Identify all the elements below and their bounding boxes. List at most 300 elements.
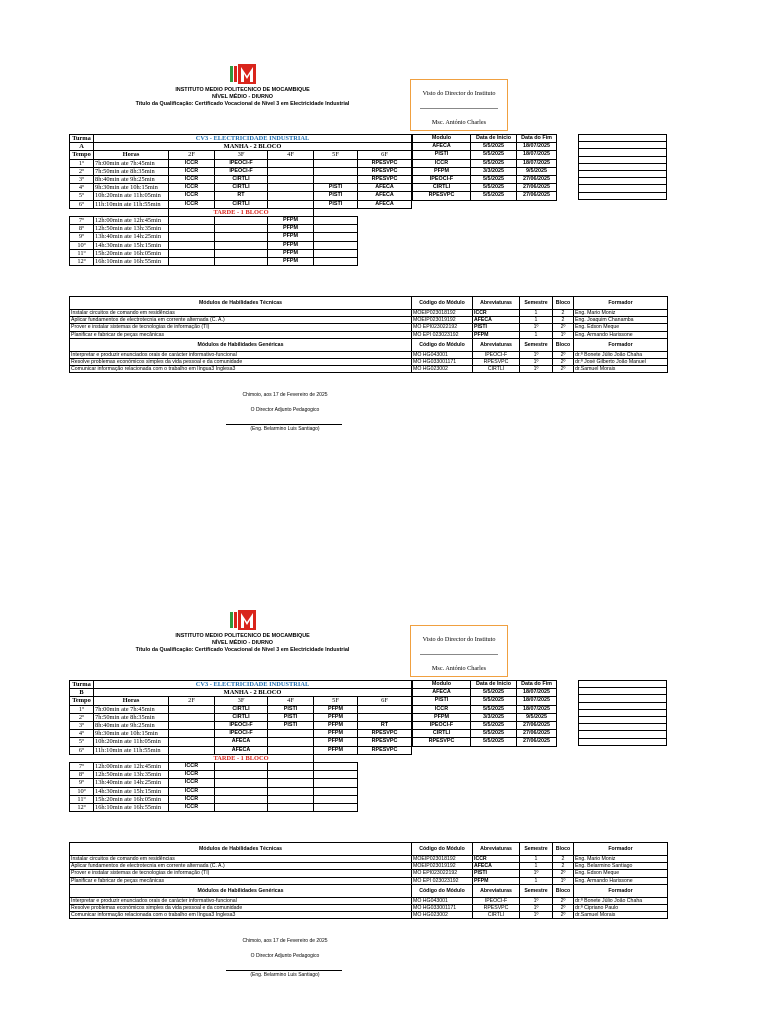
morning-row [70, 738, 412, 746]
morning-row [70, 713, 412, 721]
schedule-cell [169, 705, 215, 713]
module-abbr: AFECA [473, 317, 520, 324]
dates-module-cell: CIRTLI [413, 184, 471, 192]
tempo-cell: 6º [70, 746, 94, 754]
afternoon-row [70, 787, 412, 795]
table-row [413, 192, 557, 200]
course-title: CV3 - ELECTRICIDADE INDUSTRIAL [94, 681, 412, 689]
schedule-cell: CIRTLI [215, 176, 268, 184]
director-approval-title: Visto do Director do Instituto [422, 90, 496, 97]
schedule-cell: RT [358, 722, 412, 730]
footer-signer: (Eng. Belarmino Luis Santiago) [250, 972, 320, 978]
dates-module-cell: IPEOCI-F [413, 722, 471, 730]
director-approval-title: Visto do Director do Instituto [422, 636, 496, 643]
schedule-cell: ICCR [169, 200, 215, 208]
horas-header: Horas [94, 697, 169, 705]
empty-cell [579, 709, 667, 716]
bloco-header: Bloco [553, 884, 574, 897]
schedule-cell [358, 705, 412, 713]
table-row [413, 713, 557, 721]
schedule-cell: PFPM [314, 713, 358, 721]
schedule-cell: AFECA [358, 200, 412, 208]
dates-start-cell: 5/5/2025 [471, 738, 517, 746]
schedule-cell [169, 713, 215, 721]
tempo-cell: 9º [70, 779, 94, 787]
module-abbr: IPEOCI-F [473, 897, 520, 904]
module-formador: Eng. Armando Harissone [574, 331, 668, 338]
module-description: Prover e instalar sistemas de tecnologias de informação (TI) [70, 324, 412, 331]
footer-role: O Director Adjunto Pedagogico [250, 407, 320, 413]
module-semester: 1º [520, 905, 553, 912]
module-row [70, 863, 668, 870]
schedule-cell: AFECA [358, 184, 412, 192]
module-code: MO EPI 023023192 [412, 877, 473, 884]
empty-row [579, 738, 667, 745]
tempo-cell: 7º [70, 217, 94, 225]
module-abbr: CIRTLI [473, 912, 520, 919]
schedule-sheet-a [0, 0, 768, 470]
tempo-cell: 3º [70, 722, 94, 730]
module-formador: Eng. Armando Harissone [574, 877, 668, 884]
hour-cell: 9h:30min ate 10h:15min [94, 730, 169, 738]
schedule-cell [268, 167, 314, 175]
table-row [70, 143, 412, 151]
abbr-header: Abreviaturas [473, 297, 520, 310]
module-code: MOEIP023018192 [412, 856, 473, 863]
schedule-cell [169, 217, 215, 225]
schedule-cell [358, 713, 412, 721]
table-row [70, 754, 412, 762]
module-bloco: 2º [553, 912, 574, 919]
module-formador: dr.Samuel Morais [574, 366, 668, 373]
tempo-cell: 5º [70, 192, 94, 200]
module-bloco: 2 [553, 863, 574, 870]
spacer-cell [358, 763, 412, 771]
hour-cell: 16h:10min ate 16h:55min [94, 258, 169, 266]
schedule-cell: AFECA [215, 746, 268, 754]
semester-header: Semestre [520, 884, 553, 897]
dates-start-cell: 5/5/2025 [471, 697, 517, 705]
module-semester: 1 [520, 317, 553, 324]
module-row [70, 877, 668, 884]
footer-signature-line [226, 424, 342, 425]
tempo-cell: 1º [70, 159, 94, 167]
school-name: INSTITUTO MEDIO POLITECNICO DE MOCAMBIQUE [175, 87, 310, 93]
code-header: Código do Módulo [412, 884, 473, 897]
schedule-cell: CIRTLI [215, 184, 268, 192]
module-bloco: 2 [553, 310, 574, 317]
dates-module-cell: ICCR [413, 705, 471, 713]
schedule-cell [215, 787, 268, 795]
day-header: 5F [314, 151, 358, 159]
module-formador: Eng. Edson Meque [574, 870, 668, 877]
dates-module-cell: PFPM [413, 713, 471, 721]
module-formador: Eng. Belarmino Santiago [574, 863, 668, 870]
module-bloco: 2º [553, 366, 574, 373]
hour-cell: 13h:40min ate 14h:25min [94, 233, 169, 241]
module-semester: 1º [520, 870, 553, 877]
module-description: Resolve problemas económicos simples da vida pessoal e da comunidade [70, 359, 412, 366]
hour-cell: 7h:00min ate 7h:45min [94, 159, 169, 167]
spacer-cell [70, 754, 169, 762]
module-code: MO HG043001 [412, 897, 473, 904]
empty-row [579, 716, 667, 723]
schedule-cell [268, 763, 314, 771]
module-semester: 1 [520, 310, 553, 317]
schedule-cell: PFPM [314, 738, 358, 746]
schedule-cell: ICCR [169, 779, 215, 787]
schedule-cell [169, 241, 215, 249]
timetable [69, 134, 412, 266]
table-row [413, 689, 557, 697]
schedule-cell [314, 763, 358, 771]
semester-header: Semestre [520, 297, 553, 310]
schedule-cell [314, 225, 358, 233]
dates-end-cell: 27/06/2025 [517, 184, 557, 192]
module-code: MO HG023002 [412, 366, 473, 373]
empty-cell [579, 170, 667, 177]
signature-line [420, 654, 498, 655]
schedule-cell [268, 795, 314, 803]
empty-row [579, 724, 667, 731]
schedule-cell: AFECA [215, 738, 268, 746]
schedule-cell: ICCR [169, 184, 215, 192]
schedule-cell [215, 804, 268, 812]
schedule-cell [314, 159, 358, 167]
schedule-cell [215, 233, 268, 241]
schedule-cell: RPESVPC [358, 159, 412, 167]
module-formador: dr.ª Bonete Júlio João Chaha [574, 351, 668, 358]
school-logo-icon [230, 64, 256, 84]
afternoon-row [70, 217, 412, 225]
director-approval-box [410, 625, 508, 677]
hour-cell: 12h:50min ate 13h:35min [94, 225, 169, 233]
afternoon-row [70, 241, 412, 249]
schedule-cell: ICCR [169, 176, 215, 184]
module-abbr: AFECA [473, 863, 520, 870]
modules-table [69, 842, 668, 919]
dates-start-cell: 5/5/2025 [471, 159, 517, 167]
schedule-cell [314, 771, 358, 779]
hour-cell: 11h:10min ate 11h:55min [94, 746, 169, 754]
tempo-cell: 9º [70, 233, 94, 241]
empty-row [579, 702, 667, 709]
schedule-cell: PFPM [314, 746, 358, 754]
empty-row [579, 142, 667, 149]
module-description: Planificar e fabricar de peças mecânicas [70, 331, 412, 338]
morning-block-title: MANHA - 2 BLOCO [94, 143, 412, 151]
bloco-header: Bloco [553, 297, 574, 310]
schedule-cell [268, 159, 314, 167]
dates-end-cell: 9/5/2025 [517, 713, 557, 721]
schedule-cell [268, 746, 314, 754]
module-abbr: PISTI [473, 870, 520, 877]
schedule-cell [268, 730, 314, 738]
module-formador: Eng. Mario Moniz [574, 310, 668, 317]
day-header: 6F [358, 151, 412, 159]
header-row [70, 338, 668, 351]
afternoon-row [70, 804, 412, 812]
dates-end-header: Data do Fim [517, 681, 557, 689]
spacer-cell [358, 217, 412, 225]
dates-end-cell: 27/06/2025 [517, 730, 557, 738]
dates-start-header: Data de Inicio [471, 681, 517, 689]
empty-row [579, 163, 667, 170]
afternoon-row [70, 249, 412, 257]
module-bloco: 2 [553, 856, 574, 863]
module-row [70, 905, 668, 912]
dates-start-cell: 5/5/2025 [471, 705, 517, 713]
empty-cell [579, 724, 667, 731]
dates-start-cell: 5/5/2025 [471, 143, 517, 151]
spacer-cell [314, 208, 412, 216]
schedule-cell: PFPM [268, 217, 314, 225]
director-name: Msc. António Charles [431, 119, 487, 126]
dates-start-cell: 3/3/2025 [471, 713, 517, 721]
schedule-cell [268, 738, 314, 746]
empty-cell [579, 156, 667, 163]
day-header: 6F [358, 697, 412, 705]
hour-cell: 7h:50min ate 8h:35min [94, 167, 169, 175]
module-formador: dr.ª Bonete Júlio João Chaha [574, 897, 668, 904]
module-code: MO EPI 023023192 [412, 331, 473, 338]
empty-row [579, 681, 667, 688]
module-abbr: PFPM [473, 331, 520, 338]
school-logo-icon [230, 610, 256, 630]
module-row [70, 856, 668, 863]
module-bloco: 1º [553, 877, 574, 884]
module-formador: Eng. Mario Moniz [574, 856, 668, 863]
module-description: Instalar circuitos de comando em residências [70, 856, 412, 863]
empty-cell [579, 716, 667, 723]
bloco-header: Bloco [553, 843, 574, 856]
formador-header: Formador [574, 297, 668, 310]
module-row [70, 897, 668, 904]
morning-row [70, 722, 412, 730]
module-bloco: 2º [553, 905, 574, 912]
day-header: 2F [169, 697, 215, 705]
director-name: Msc. António Charles [431, 665, 487, 672]
module-description: Interpretar e produzir enunciados orais de carácter informativo-funcional [70, 897, 412, 904]
module-description: Aplicar fundamentos de electrotecnia em corrente alternada (C. A.) [70, 863, 412, 870]
schedule-cell [268, 184, 314, 192]
schedule-cell: PISTI [268, 713, 314, 721]
module-row [70, 310, 668, 317]
day-header: 2F [169, 151, 215, 159]
dates-start-cell: 5/5/2025 [471, 184, 517, 192]
schedule-cell: PFPM [314, 722, 358, 730]
empty-cell [579, 688, 667, 695]
dates-start-cell: 5/5/2025 [471, 722, 517, 730]
module-bloco: 2º [553, 351, 574, 358]
schedule-cell: PFPM [314, 705, 358, 713]
table-row [70, 681, 412, 689]
module-code: MO HG043001 [412, 351, 473, 358]
abbr-header: Abreviaturas [473, 884, 520, 897]
schedule-cell [169, 722, 215, 730]
module-semester: 1 [520, 877, 553, 884]
schedule-cell: PISTI [268, 722, 314, 730]
empty-row [579, 185, 667, 192]
abbr-header: Abreviaturas [473, 843, 520, 856]
module-description: Instalar circuitos de comando em residências [70, 310, 412, 317]
header-row [413, 681, 557, 689]
schedule-cell [215, 771, 268, 779]
schedule-cell [215, 249, 268, 257]
tempo-cell: 11º [70, 795, 94, 803]
spacer-cell [358, 249, 412, 257]
hour-cell: 7h:50min ate 8h:35min [94, 713, 169, 721]
code-header: Código do Módulo [412, 297, 473, 310]
module-abbr: RPESVPC [473, 359, 520, 366]
schedule-cell [314, 258, 358, 266]
module-code: MOEIP023018192 [412, 310, 473, 317]
schedule-cell [314, 167, 358, 175]
module-dates-table [412, 680, 557, 747]
module-bloco: 2 [553, 317, 574, 324]
header-row [70, 884, 668, 897]
dates-start-cell: 5/5/2025 [471, 689, 517, 697]
turma-value: B [70, 689, 94, 697]
empty-cell [579, 135, 667, 142]
module-bloco: 1º [553, 331, 574, 338]
morning-row [70, 167, 412, 175]
table-row [70, 689, 412, 697]
dates-end-cell: 18/07/2025 [517, 143, 557, 151]
header-row [70, 297, 668, 310]
dates-start-cell: 5/5/2025 [471, 151, 517, 159]
table-row [413, 176, 557, 184]
module-row [70, 324, 668, 331]
timetable [69, 680, 412, 812]
schedule-cell: IPEOCI-F [215, 159, 268, 167]
tempo-header: Tempo [70, 151, 94, 159]
tech-modules-title: Módulos de Habilidades Técnicas [70, 297, 412, 310]
empty-row [579, 178, 667, 185]
hour-cell: 8h:40min ate 9h:25min [94, 176, 169, 184]
empty-row [579, 156, 667, 163]
schedule-cell: ICCR [169, 787, 215, 795]
schedule-cell: IPEOCI-F [215, 730, 268, 738]
schedule-cell: AFECA [358, 192, 412, 200]
afternoon-row [70, 779, 412, 787]
schedule-cell [169, 233, 215, 241]
module-semester: 1º [520, 912, 553, 919]
footer-role: O Director Adjunto Pedagogico [250, 953, 320, 959]
schedule-cell [215, 779, 268, 787]
dates-module-cell: IPEOCI-F [413, 176, 471, 184]
dates-start-cell: 5/5/2025 [471, 192, 517, 200]
module-code: MO EPI023022192 [412, 870, 473, 877]
schedule-cell [268, 779, 314, 787]
morning-row [70, 200, 412, 208]
module-semester: 1º [520, 324, 553, 331]
table-row [413, 167, 557, 175]
hour-cell: 15h:20min ate 16h:05min [94, 795, 169, 803]
hour-cell: 13h:40min ate 14h:25min [94, 779, 169, 787]
module-abbr: IPEOCI-F [473, 351, 520, 358]
module-dates-table [412, 134, 557, 201]
empty-cell [579, 149, 667, 156]
module-row [70, 317, 668, 324]
module-description: Prover e instalar sistemas de tecnologias de informação (TI) [70, 870, 412, 877]
spacer-cell [358, 233, 412, 241]
table-row [413, 159, 557, 167]
module-row [70, 870, 668, 877]
dates-end-cell: 18/07/2025 [517, 689, 557, 697]
horas-header: Horas [94, 151, 169, 159]
footer-signer: (Eng. Belarmino Luis Santiago) [250, 426, 320, 432]
empty-cell [579, 738, 667, 745]
schedule-cell [314, 176, 358, 184]
spacer-cell [358, 787, 412, 795]
module-description: Comunicar informação relacionada com o trabalho em língua3 Inglesa3 [70, 912, 412, 919]
schedule-cell [169, 730, 215, 738]
table-row [70, 135, 412, 143]
schedule-cell: ICCR [169, 192, 215, 200]
module-formador: Eng. Joaquim Chanamba [574, 317, 668, 324]
formador-header: Formador [574, 843, 668, 856]
afternoon-row [70, 795, 412, 803]
spacer-cell [358, 795, 412, 803]
dates-end-cell: 18/07/2025 [517, 151, 557, 159]
hour-cell: 9h:30min ate 10h:15min [94, 184, 169, 192]
tempo-cell: 8º [70, 771, 94, 779]
turma-label: Turma [70, 135, 94, 143]
schedule-cell [314, 233, 358, 241]
afternoon-row [70, 771, 412, 779]
schedule-cell: IPEOCI-F [215, 167, 268, 175]
module-code: MO EPI023022192 [412, 324, 473, 331]
schedule-cell [268, 771, 314, 779]
dates-start-cell: 5/5/2025 [471, 176, 517, 184]
module-formador: Eng. Edson Meque [574, 324, 668, 331]
turma-label: Turma [70, 681, 94, 689]
module-description: Interpretar e produzir enunciados orais de carácter informativo-funcional [70, 351, 412, 358]
schedule-cell: ICCR [169, 763, 215, 771]
tempo-cell: 4º [70, 184, 94, 192]
dates-end-cell: 27/06/2025 [517, 738, 557, 746]
tempo-cell: 12º [70, 804, 94, 812]
tech-modules-title: Módulos de Habilidades Técnicas [70, 843, 412, 856]
module-bloco: 2º [553, 897, 574, 904]
header-row [413, 135, 557, 143]
dates-module-cell: RPESVPC [413, 192, 471, 200]
dates-end-cell: 18/07/2025 [517, 705, 557, 713]
module-code: MOEIP023019192 [412, 863, 473, 870]
empty-side-table [578, 134, 667, 200]
hour-cell: 12h:00min ate 12h:45min [94, 763, 169, 771]
dates-module-cell: PFPM [413, 167, 471, 175]
formador-header: Formador [574, 884, 668, 897]
module-abbr: PISTI [473, 324, 520, 331]
schedule-cell: CIRTLI [215, 200, 268, 208]
schedule-cell: PISTI [314, 192, 358, 200]
schedule-cell: PISTI [314, 184, 358, 192]
dates-start-header: Data de Inicio [471, 135, 517, 143]
empty-cell [579, 178, 667, 185]
module-formador: dr.ª José Gilberto João Manuel [574, 359, 668, 366]
tempo-cell: 1º [70, 705, 94, 713]
day-header: 4F [268, 697, 314, 705]
dates-end-cell: 27/06/2025 [517, 192, 557, 200]
hour-cell: 12h:00min ate 12h:45min [94, 217, 169, 225]
table-row [413, 151, 557, 159]
empty-row [579, 170, 667, 177]
turma-value: A [70, 143, 94, 151]
empty-cell [579, 702, 667, 709]
dates-module-header: Modulo [413, 681, 471, 689]
